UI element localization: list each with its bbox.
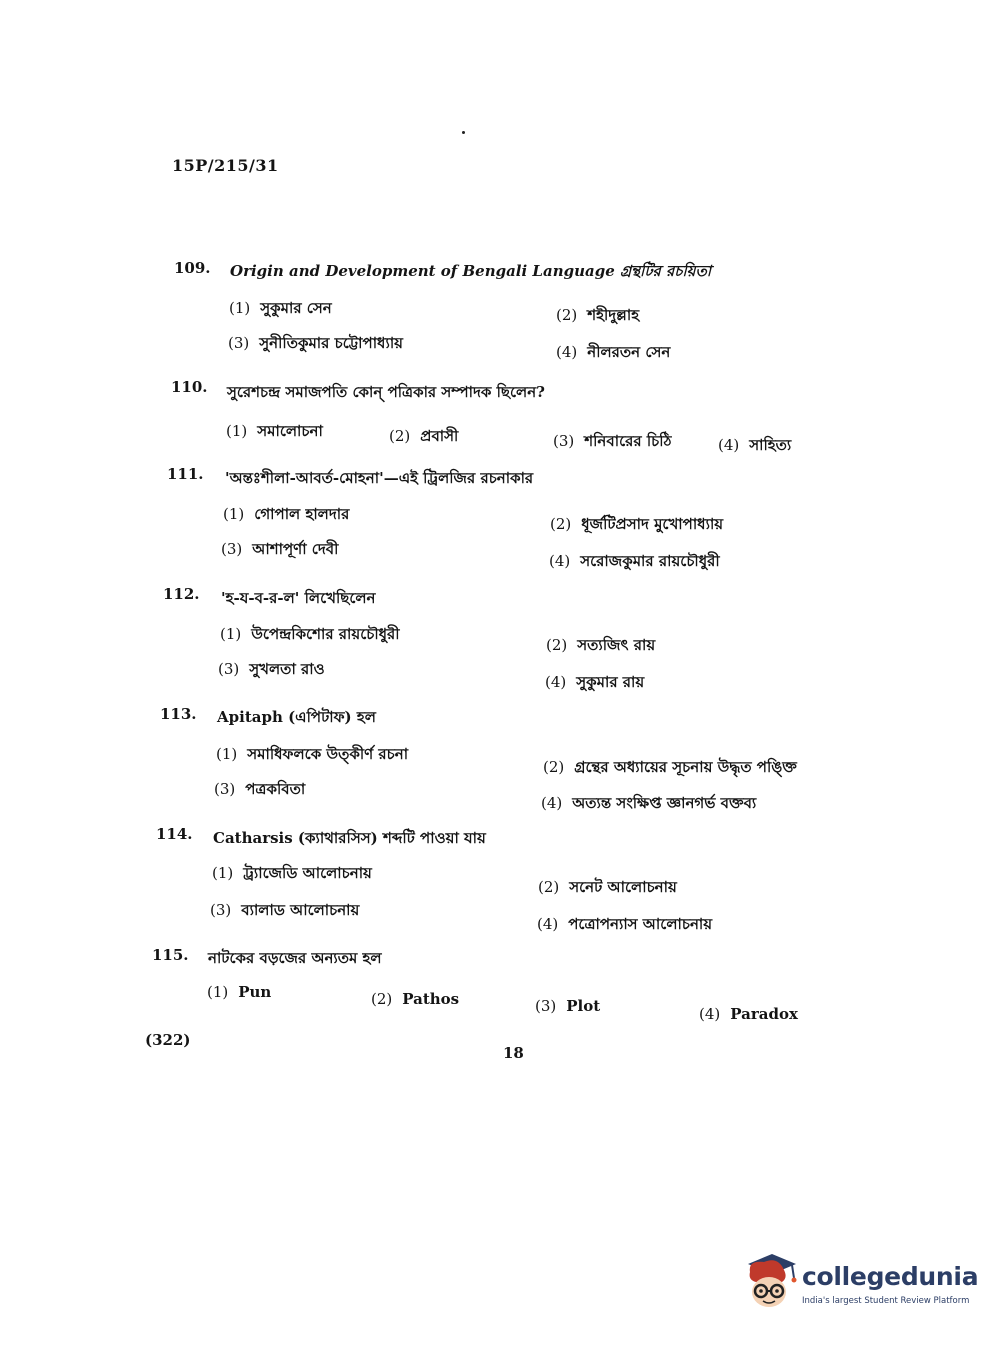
option-text: ব্যালাড আলোচনায় xyxy=(241,901,360,919)
page-number: 18 xyxy=(503,1044,524,1062)
question-number: 109. xyxy=(174,259,211,277)
option-number: (1) xyxy=(212,864,234,882)
question-text: 'অন্তঃশীলা-আবর্ত-মোহনা'—এই ট্রিলজির রচনাকার xyxy=(225,469,534,487)
option-text: সমাধিফলকে উত্কীর্ণ রচনা xyxy=(247,745,409,763)
question-number: 114. xyxy=(156,825,193,843)
option xyxy=(546,634,655,659)
option-number: (3) xyxy=(535,997,557,1015)
option-number: (4) xyxy=(699,1005,721,1023)
question-number: 111. xyxy=(167,465,204,483)
brand-tagline: India's largest Student Review Platform xyxy=(802,1296,970,1306)
option xyxy=(226,420,323,445)
option xyxy=(537,913,712,938)
booklet-code: (322) xyxy=(145,1031,191,1049)
option-number: (2) xyxy=(371,990,393,1008)
option xyxy=(220,623,400,648)
option-text: শহীদুল্লাহ xyxy=(587,306,640,324)
option xyxy=(543,756,797,781)
option xyxy=(223,503,349,528)
option-number: (1) xyxy=(223,505,245,523)
option-number: (1) xyxy=(207,983,229,1001)
option-number: (2) xyxy=(389,427,411,445)
option-number: (4) xyxy=(718,436,740,454)
option xyxy=(221,538,338,563)
option xyxy=(699,1005,798,1023)
speck xyxy=(462,131,465,134)
option xyxy=(545,671,644,696)
option-text: সরোজকুমার রায়চৌধুরী xyxy=(580,552,720,570)
option-text: আশাপূর্ণা দেবী xyxy=(252,540,339,558)
option xyxy=(216,743,408,768)
option-number: (4) xyxy=(545,673,567,691)
paper-code: 15P/215/31 xyxy=(172,156,279,175)
option-number: (4) xyxy=(556,343,578,361)
question-text: নাটকের বড়জের অন্যতম হল xyxy=(208,949,382,967)
option-text: ট্র্যাজেডি আলোচনায় xyxy=(243,864,372,882)
option-number: (1) xyxy=(216,745,238,763)
option-number: (3) xyxy=(210,901,232,919)
option-text: Paradox xyxy=(730,1005,798,1023)
option-text: শনিবারের চিঠি xyxy=(584,432,672,450)
question-number: 113. xyxy=(160,705,197,723)
option xyxy=(214,778,305,803)
option xyxy=(389,425,458,450)
question-text: সুরেশচন্দ্র সমাজপতি কোন্ পত্রিকার সম্পাদক ছিলেন? xyxy=(227,383,545,401)
option xyxy=(556,341,670,366)
option xyxy=(535,997,600,1015)
option xyxy=(207,983,271,1001)
option xyxy=(553,430,672,455)
option-number: (2) xyxy=(546,636,568,654)
option-text: Pathos xyxy=(402,990,460,1008)
option xyxy=(371,990,459,1008)
option-text: Plot xyxy=(566,997,601,1015)
option xyxy=(212,862,372,887)
option-number: (4) xyxy=(541,794,563,812)
option-number: (4) xyxy=(549,552,571,570)
option xyxy=(538,876,677,901)
option xyxy=(549,550,720,575)
option-number: (2) xyxy=(543,758,565,776)
option-text: নীলরতন সেন xyxy=(587,343,671,361)
question-number: 115. xyxy=(152,946,189,964)
option-number: (3) xyxy=(214,780,236,798)
option-number: (1) xyxy=(229,299,251,317)
option-text: সত্যজিৎ রায় xyxy=(577,636,656,654)
option-number: (4) xyxy=(537,915,559,933)
option xyxy=(718,434,791,459)
question-text: Apitaph (এপিটাফ) হল xyxy=(217,708,376,726)
option-text: অত্যন্ত সংক্ষিপ্ত জ্ঞানগর্ভ বক্তব্য xyxy=(572,794,757,812)
option-number: (2) xyxy=(556,306,578,324)
question-text: Catharsis (ক্যাথারসিস) শব্দটি পাওয়া যায় xyxy=(213,829,486,847)
option-text: সুকুমার রায় xyxy=(576,673,645,691)
option-text: গোপাল হালদার xyxy=(254,505,350,523)
option-text: সুনীতিকুমার চট্টোপাধ্যায় xyxy=(259,334,404,352)
option-number: (3) xyxy=(218,660,240,678)
option xyxy=(218,658,325,683)
option-number: (3) xyxy=(221,540,243,558)
option-text: পত্রোপন্যাস আলোচনায় xyxy=(568,915,713,933)
option xyxy=(228,332,403,357)
option-text: ধূর্জটিপ্রসাদ মুখোপাধ্যায় xyxy=(581,515,724,533)
mascot-icon xyxy=(742,1250,798,1310)
question-number: 112. xyxy=(163,585,200,603)
option-text: গ্রন্থের অধ্যায়ের সূচনায় উদ্ধৃত পঙ্ক্তি xyxy=(574,758,797,776)
option-text: সুকুমার সেন xyxy=(260,299,332,317)
collegedunia-logo xyxy=(742,1250,979,1316)
option xyxy=(229,297,332,322)
option-text: পত্রকবিতা xyxy=(245,780,306,798)
option-number: (3) xyxy=(228,334,250,352)
option-text: সমালোচনা xyxy=(257,422,323,440)
brand-name: collegedunia xyxy=(802,1262,979,1291)
option-text: Pun xyxy=(238,983,272,1001)
option-number: (3) xyxy=(553,432,575,450)
option-text: সনেট আলোচনায় xyxy=(569,878,677,896)
option-text: প্রবাসী xyxy=(420,427,459,445)
option-text: সাহিত্য xyxy=(749,436,792,454)
option-number: (1) xyxy=(220,625,242,643)
option xyxy=(541,792,756,817)
option-number: (2) xyxy=(550,515,572,533)
option xyxy=(210,899,359,924)
option-number: (2) xyxy=(538,878,560,896)
option-text: উপেন্দ্রকিশোর রায়চৌধুরী xyxy=(251,625,400,643)
question-number: 110. xyxy=(171,378,208,396)
option-number: (1) xyxy=(226,422,248,440)
option xyxy=(556,304,639,329)
question-text: 'হ-য-ব-র-ল' লিখেছিলেন xyxy=(221,589,376,607)
option xyxy=(550,513,723,538)
question-text: Origin and Development of Bengali Language গ্রন্থটির রচয়িতা xyxy=(230,262,712,280)
option-text: সুখলতা রাও xyxy=(249,660,325,678)
